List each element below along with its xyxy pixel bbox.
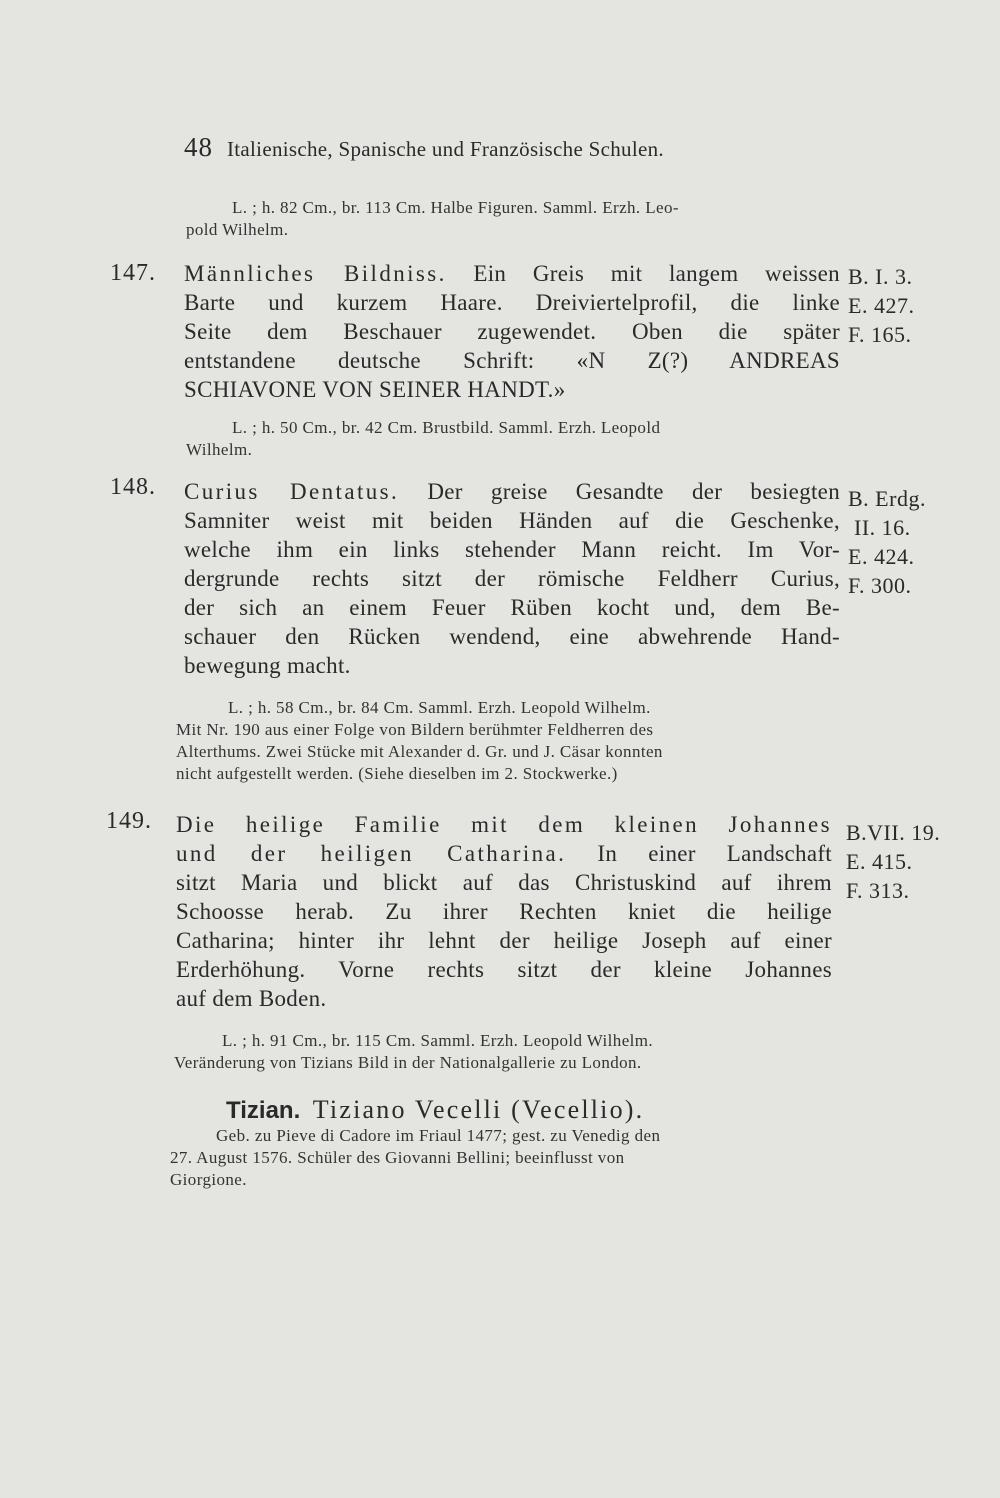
entry-references [848,262,914,349]
entry-note [176,697,840,785]
entry-note [174,1030,834,1074]
artist-biography [170,1125,836,1191]
entry-number: 149. [106,808,152,834]
entry-line: entstandene deutsche Schrift: «N Z(?) ANDREAS [184,348,840,373]
entry-description [184,259,840,404]
entry-line: welche ihm ein links stehender Mann reicht. Im Vor- [184,537,840,562]
entry-line: auf dem Boden. [176,986,327,1011]
reference: E. 427. [848,293,915,318]
reference: F. 300. [848,573,912,598]
entry-line: Seite dem Beschauer zugewendet. Oben die später [184,319,840,344]
entry-line: In einer Landschaft [566,841,832,866]
entry-line: schauer den Rücken wendend, eine abwehrende Hand- [184,624,840,649]
entry-references [848,484,926,600]
entry-description [184,477,840,680]
note-line: nicht aufgestellt werden. (Siehe dieselben im 2. Stockwerke.) [176,764,618,783]
entry-line: Schoosse herab. Zu ihrer Rechten kniet die heilige [176,899,832,924]
entry-line: Barte und kurzem Haare. Dreiviertelprofil, die linke [184,290,840,315]
page-header [184,132,804,163]
entry-note [186,417,842,461]
entry-line: Catharina; hinter ihr lehnt der heilige Joseph auf einer [176,928,832,953]
reference: F. 165. [848,322,912,347]
entry-number: 148. [110,474,156,500]
reference: B.VII. 19. [846,820,941,845]
entry-number: 147. [110,260,156,286]
entry-references [846,818,940,905]
entry-line: SCHIAVONE VON SEINER HANDT.» [184,377,566,402]
reference: B. I. 3. [848,264,913,289]
reference: B. Erdg. [848,486,926,511]
note-line: Wilhelm. [186,440,253,459]
entry-line: sitzt Maria und blickt auf das Christuskind auf ihrem [176,870,832,895]
bio-line: Geb. zu Pieve di Cadore im Friaul 1477; gest. zu Venedig den [216,1126,661,1145]
bio-line: Giorgione. [170,1170,247,1189]
entry-line: Ein Greis mit langem weissen [446,261,840,286]
running-title: Italienische, Spanische und Französische Schulen. [227,137,664,161]
note-line: Veränderung von Tizians Bild in der Nationalgallerie zu London. [174,1053,642,1072]
entry-description [176,810,832,1013]
reference: E. 415. [846,849,913,874]
entry-line: bewegung macht. [184,653,351,678]
entry-line: dergrunde rechts sitzt der römische Feldherr Curius, [184,566,840,591]
entry-title: Die heilige Familie mit dem kleinen Johannes [176,812,832,837]
entry-line: Samniter weist mit beiden Händen auf die Geschenke, [184,508,840,533]
note-line: pold Wilhelm. [186,220,289,239]
artist-full-name: Tiziano Vecelli (Vecellio). [312,1095,645,1124]
entry-title: Curius Dentatus. [184,479,400,504]
note-line: L. ; h. 58 Cm., br. 84 Cm. Samml. Erzh. Leopold Wilhelm. [228,698,651,717]
bio-line: 27. August 1576. Schüler des Giovanni Bellini; beeinflusst von [170,1148,625,1167]
entry-line: Der greise Gesandte der besiegten [399,479,840,504]
entry-line: der sich an einem Feuer Rüben kocht und, dem Be- [184,595,840,620]
top-note [186,197,842,241]
artist-heading [226,1095,644,1125]
note-line: Alterthums. Zwei Stücke mit Alexander d. Gr. und J. Cäsar konnten [176,742,663,761]
note-line: Mit Nr. 190 aus einer Folge von Bildern berühmter Feldherren des [176,720,654,739]
entry-title: Männliches Bildniss. [184,261,447,286]
note-line: L. ; h. 82 Cm., br. 113 Cm. Halbe Figuren. Samml. Erzh. Leo- [232,198,679,217]
entry-title-cont: und der heiligen Catharina. [176,841,567,866]
note-line: L. ; h. 91 Cm., br. 115 Cm. Samml. Erzh. Leopold Wilhelm. [222,1031,654,1050]
note-line: L. ; h. 50 Cm., br. 42 Cm. Brustbild. Samml. Erzh. Leopold [232,418,661,437]
reference: F. 313. [846,878,910,903]
entry-line: Erderhöhung. Vorne rechts sitzt der kleine Johannes [176,957,832,982]
reference: E. 424. [848,544,915,569]
page-number: 48 [184,132,213,162]
reference: II. 16. [854,515,911,540]
artist-name: Tizian. [226,1097,301,1124]
